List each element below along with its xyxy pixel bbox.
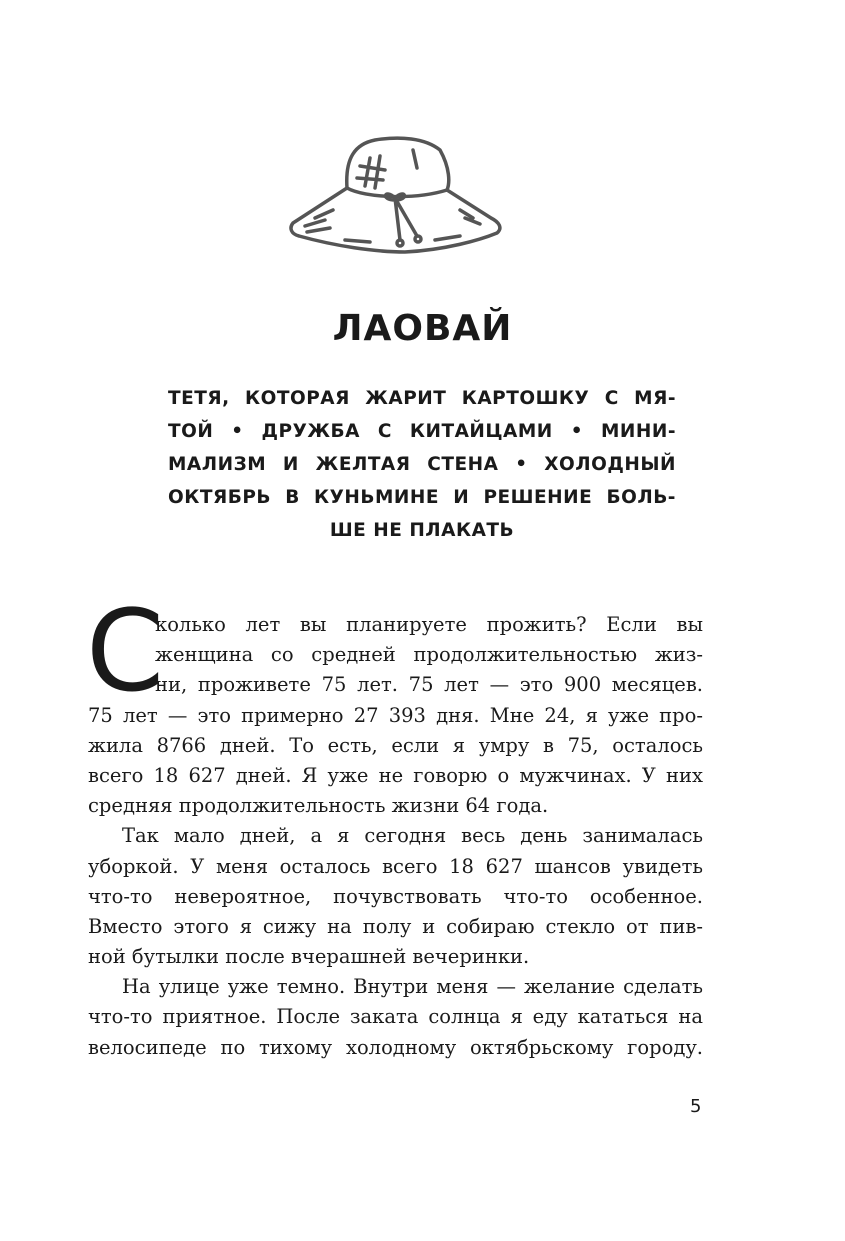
text-line: всего 18 627 дней. Я уже не говорю о мужчинах. У них (88, 763, 703, 787)
subtitle-line: ШЕ НЕ ПЛАКАТЬ (329, 520, 515, 541)
page-number: 5 (690, 1096, 702, 1117)
hat-illustration (285, 128, 505, 258)
text-line: колько лет вы планируете прожить? Если вы (155, 613, 703, 636)
body-text (88, 610, 703, 1063)
text-line: женщина со средней продолжительностью жиз- (155, 643, 703, 667)
text-line: уборкой. У меня осталось всего 18 627 шансов увидеть (88, 854, 703, 878)
text-line: что-то приятное. После заката солнца я еду кататься на (88, 1005, 703, 1029)
text-line: средняя продолжительность жизни 64 года. (88, 794, 549, 818)
chapter-subtitle (168, 382, 676, 547)
text-line: На улице уже темно. Внутри меня — желание сделать (122, 975, 703, 999)
text-line: Так мало дней, а я сегодня весь день занималась (122, 824, 703, 848)
text-line: ной бутылки после вчерашней вечеринки. (88, 945, 530, 969)
text-line: Вместо этого я сижу на полу и собираю стекло от пив- (88, 914, 703, 938)
chapter-title: ЛАОВАЙ (332, 308, 513, 349)
text-line: жила 8766 дней. То есть, если я умру в 75, осталось (88, 733, 703, 757)
text-line: 75 лет — это примерно 27 393 дня. Мне 24, я уже про- (88, 703, 703, 727)
subtitle-line: ТЕТЯ, КОТОРАЯ ЖАРИТ КАРТОШКУ С МЯ- (168, 388, 676, 409)
text-line: велосипеде по тихому холодному октябрьскому городу. (88, 1035, 703, 1059)
text-line: что-то невероятное, почувствовать что-то особенное. (88, 884, 703, 908)
text-line: ни, проживете 75 лет. 75 лет — это 900 месяцев. (155, 673, 703, 697)
subtitle-line: МАЛИЗМ И ЖЕЛТАЯ СТЕНА • ХОЛОДНЫЙ (168, 454, 676, 475)
subtitle-line: ОКТЯБРЬ В КУНЬМИНЕ И РЕШЕНИЕ БОЛЬ- (168, 487, 676, 508)
subtitle-line: ТОЙ • ДРУЖБА С КИТАЙЦАМИ • МИНИ- (168, 421, 676, 442)
drop-cap: С (86, 587, 165, 717)
